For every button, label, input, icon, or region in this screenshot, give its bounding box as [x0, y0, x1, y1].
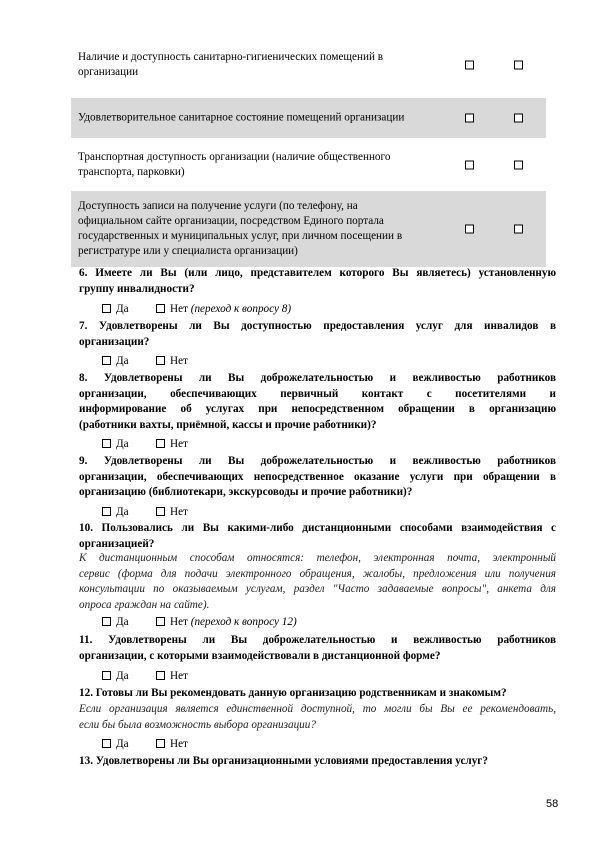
question-10-note: К дистанционным способам относятся: телефон, электронная почта, электронный сервис (форма для подачи электронного обращения, жалобы, предложения или получения консультации по оказываемым услугам, раздел "Часто задаваемые вопросы", анкета для опроса граждан на сайте).	[79, 552, 556, 611]
row-label: Транспортная доступность организации (наличие общественного транспорта, парковки)	[78, 150, 391, 178]
question-13: 13. Удовлетворены ли Вы организационными условиями предоставления услуг?	[79, 755, 488, 767]
question-10: 10. Пользовались ли Вы какими-либо дистанционными способами взаимодействия с организацией?	[79, 522, 556, 550]
option-yes[interactable]: Да	[102, 354, 129, 368]
checkbox[interactable]	[465, 61, 474, 70]
checkbox[interactable]	[465, 225, 474, 234]
option-yes[interactable]: Да	[102, 737, 129, 751]
checkbox[interactable]	[514, 225, 523, 234]
option-no[interactable]: Нет	[156, 737, 188, 751]
option-no[interactable]: Нет (переход к вопросу 12)	[156, 615, 297, 629]
table-row	[71, 98, 546, 138]
checkbox[interactable]	[156, 739, 165, 748]
question-9: 9. Удовлетворены ли Вы доброжелательностью и вежливостью работников организации, обеспечивающих непосредственное оказание услуги при обращении в организацию (библиотекари, экскурсоводы и прочие работники)?	[79, 455, 556, 498]
checkbox[interactable]	[156, 439, 165, 448]
option-no[interactable]: Нет	[156, 437, 188, 451]
rating-table	[71, 43, 546, 267]
option-no[interactable]: Нет	[156, 354, 188, 368]
table-row	[71, 43, 546, 87]
checkbox[interactable]	[156, 617, 165, 626]
checkbox[interactable]	[514, 61, 523, 70]
question-12: 12. Готовы ли Вы рекомендовать данную организацию родственникам и знакомым?	[79, 687, 507, 699]
page-number: 58	[546, 798, 559, 810]
checkbox[interactable]	[156, 671, 165, 680]
checkbox[interactable]	[102, 304, 111, 313]
row-label: Удовлетворительное санитарное состояние помещений организации	[78, 111, 405, 124]
checkbox[interactable]	[465, 114, 474, 123]
question-12-note: Если организация является единственной доступной, то могли бы Вы ее рекомендовать, если бы была возможность выбора организации?	[79, 703, 556, 731]
checkbox[interactable]	[102, 671, 111, 680]
checkbox[interactable]	[514, 114, 523, 123]
checkbox[interactable]	[156, 507, 165, 516]
question-11: 11. Удовлетворены ли Вы доброжелательностью и вежливостью работников организации, с которыми взаимодействовали в дистанционной форме?	[79, 634, 556, 662]
table-row	[71, 142, 546, 187]
checkbox[interactable]	[156, 304, 165, 313]
checkbox[interactable]	[102, 507, 111, 516]
option-yes[interactable]: Да	[102, 615, 129, 629]
option-yes[interactable]: Да	[102, 505, 129, 519]
checkbox[interactable]	[102, 739, 111, 748]
option-yes[interactable]: Да	[102, 302, 129, 316]
row-label: Наличие и доступность санитарно-гигиенических помещений в организации	[78, 51, 384, 78]
checkbox[interactable]	[465, 160, 474, 169]
option-no[interactable]: Нет (переход к вопросу 8)	[156, 302, 291, 316]
row-label: Доступность записи на получение услуги (по телефону, на официальном сайте организации, посредством Единого портала государственных и муниципальных услуг, при личном посещении в регистратуре или у специалиста организации)	[78, 200, 403, 257]
checkbox[interactable]	[102, 617, 111, 626]
checkbox[interactable]	[156, 356, 165, 365]
question-8: 8. Удовлетворены ли Вы доброжелательностью и вежливостью работников организации, обеспечивающих первичный контакт с посетителями и информирование об услугах при непосредственном обращении в организацию (работники вахты, приёмной, кассы и прочие работники)?	[79, 372, 556, 431]
checkbox[interactable]	[102, 356, 111, 365]
option-no[interactable]: Нет	[156, 505, 188, 519]
option-yes[interactable]: Да	[102, 437, 129, 451]
checkbox[interactable]	[514, 160, 523, 169]
option-no[interactable]: Нет	[156, 669, 188, 683]
checkbox[interactable]	[102, 439, 111, 448]
option-yes[interactable]: Да	[102, 669, 129, 683]
table-row	[71, 191, 546, 267]
question-6: 6. Имеете ли Вы (или лицо, представителем которого Вы являетесь) установленную группу инвалидности?	[79, 267, 556, 295]
question-7: 7. Удовлетворены ли Вы доступностью предоставления услуг для инвалидов в организации?	[79, 320, 556, 348]
skip-note: (переход к вопросу 12)	[190, 616, 297, 628]
skip-note: (переход к вопросу 8)	[190, 303, 292, 315]
